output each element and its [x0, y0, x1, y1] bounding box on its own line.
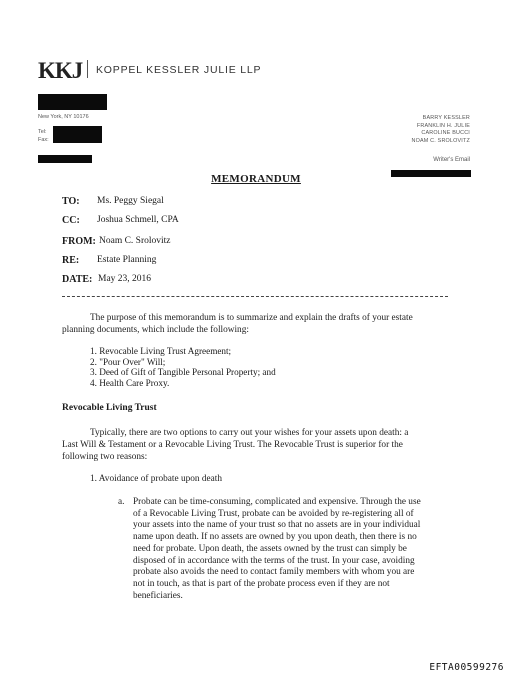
partner-name: FRANKLIN H. JULIE	[416, 122, 470, 129]
list-item: 4. Health Care Proxy.	[90, 377, 170, 388]
to-value: Ms. Peggy Siegal	[97, 196, 164, 206]
paragraph-line: need for probate. Upon death, the assets owned by the trust can simply be	[133, 543, 407, 554]
firm-logo: KKJ	[38, 58, 83, 83]
redacted-phone-fax	[53, 126, 102, 143]
list-item: 2. "Pour Over" Will;	[90, 356, 166, 367]
redacted-address	[38, 94, 107, 110]
paragraph-line: probate also avoids the need to contact family members with whom you are	[133, 567, 415, 578]
from-label: FROM:	[62, 236, 96, 247]
partner-name: CAROLINE BUCCI	[421, 130, 470, 137]
header-divider	[62, 296, 448, 297]
memo-title: MEMORANDUM	[211, 173, 301, 185]
firm-name: KOPPEL KESSLER JULIE LLP	[96, 64, 262, 76]
paragraph-line: Last Will & Testament or a Revocable Living Trust. The Revocable Trust is superior for the	[62, 440, 403, 450]
point-a-text	[133, 497, 421, 602]
paragraph-line: Probate can be time-consuming, complicated and expensive. Through the use	[133, 497, 421, 507]
date-value: May 23, 2016	[98, 274, 152, 284]
section-heading: Revocable Living Trust	[62, 403, 157, 413]
re-value: Estate Planning	[97, 255, 157, 265]
logo-divider	[87, 60, 88, 78]
cc-value: Joshua Schmell, CPA	[97, 215, 179, 225]
to-label: TO:	[62, 196, 80, 207]
reason-item: 1. Avoidance of probate upon death	[90, 474, 223, 484]
documents-list	[90, 346, 276, 388]
date-label: DATE:	[62, 274, 93, 285]
intro-line: planning documents, which include the following:	[62, 325, 249, 335]
paragraph-line: disposed of in accordance with the terms of the trust. In your case, avoiding	[133, 555, 415, 566]
intro-line: The purpose of this memorandum is to summarize and explain the drafts of your estate	[90, 313, 413, 323]
re-label: RE:	[62, 255, 80, 266]
partner-name: NOAM C. SROLOVITZ	[411, 137, 470, 144]
paragraph-line: beneficiaries.	[133, 590, 183, 601]
paragraph-line: Typically, there are two options to carry out your wishes for your assets upon death: a	[90, 428, 409, 438]
partners-list	[411, 115, 470, 145]
cc-label: CC:	[62, 215, 80, 226]
fax-label: Fax:	[38, 137, 49, 143]
paragraph-line: of a Revocable Living Trust, probate can be avoided by re-registering all of	[133, 508, 414, 519]
tel-label: Tel:	[38, 129, 47, 135]
point-a-label: a.	[118, 497, 125, 507]
address-city: New York, NY 10176	[38, 114, 89, 120]
bates-number: EFTA00599276	[429, 662, 504, 673]
redacted-web	[38, 155, 92, 163]
list-item: 3. Deed of Gift of Tangible Personal Property; and	[90, 367, 276, 378]
partner-name: BARRY KESSLER	[422, 115, 470, 121]
list-item: 1. Revocable Living Trust Agreement;	[90, 346, 232, 356]
paragraph-line: following two reasons:	[62, 452, 148, 462]
paragraph-line: your assets into the name of your trust so that no assets are in your individual	[133, 520, 421, 531]
paragraph-line: not in touch, as that is part of the probate process even if they are not	[133, 578, 390, 589]
writers-email-label: Writer's Email	[433, 157, 470, 163]
paragraph-line: name upon death. If no assets are owned by you upon death, then there is no	[133, 532, 417, 543]
from-value: Noam C. Srolovitz	[99, 236, 171, 246]
